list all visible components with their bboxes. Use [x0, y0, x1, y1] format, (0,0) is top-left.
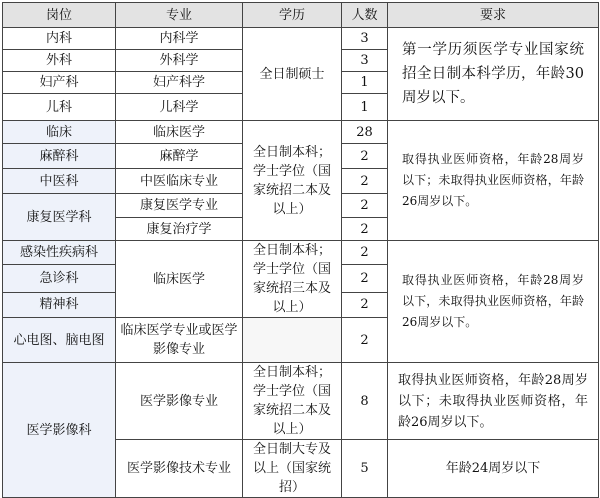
post-cell: 中医科 — [3, 169, 116, 194]
post-cell: 妇产科 — [3, 72, 116, 94]
major-cell: 医学影像专业 — [116, 363, 243, 440]
post-cell: 康复医学科 — [3, 194, 116, 241]
education-cell: 全日制本科；学士学位（国家统招二本及以上） — [243, 363, 342, 440]
requirement-cell: 取得执业医师资格，年龄28周岁以下；未取得执业医师资格，年龄26周岁以下。 — [388, 121, 599, 241]
requirement-cell: 第一学历须医学专业国家统招全日制本科学历，年龄30周岁以下。 — [388, 28, 599, 121]
table-row — [3, 121, 599, 144]
education-cell: 全日制本科；学士学位（国家统招三本及以上） — [243, 241, 342, 318]
header-education: 学历 — [243, 3, 342, 28]
education-cell: 全日制硕士 — [243, 28, 342, 121]
count-cell: 1 — [342, 94, 388, 121]
count-cell: 2 — [342, 194, 388, 218]
table-row — [3, 28, 599, 50]
education-cell: 全日制本科；学士学位（国家统招二本及以上） — [243, 121, 342, 241]
count-cell: 2 — [342, 292, 388, 317]
major-cell: 康复治疗学 — [116, 218, 243, 241]
major-cell: 医学影像技术专业 — [116, 440, 243, 498]
table-row — [3, 363, 599, 440]
requirement-cell: 取得执业医师资格，年龄28周岁以下，未取得执业医师资格，年龄26周岁以下。 — [388, 241, 599, 363]
major-cell: 康复医学专业 — [116, 194, 243, 218]
count-cell: 3 — [342, 50, 388, 72]
count-cell: 2 — [342, 144, 388, 169]
count-cell: 28 — [342, 121, 388, 144]
header-requirement: 要求 — [388, 3, 599, 28]
count-cell: 3 — [342, 28, 388, 50]
recruitment-table — [2, 2, 599, 498]
major-cell: 外科学 — [116, 50, 243, 72]
major-cell: 中医临床专业 — [116, 169, 243, 194]
major-cell: 麻醉学 — [116, 144, 243, 169]
requirement-cell: 年龄24周岁以下 — [388, 440, 599, 498]
header-count: 人数 — [342, 3, 388, 28]
post-cell: 儿科 — [3, 94, 116, 121]
post-cell: 精神科 — [3, 292, 116, 317]
count-cell: 2 — [342, 241, 388, 265]
post-cell: 急诊科 — [3, 265, 116, 292]
header-major: 专业 — [116, 3, 243, 28]
header-row — [3, 3, 599, 28]
major-cell: 临床医学专业或医学影像专业 — [116, 318, 243, 363]
count-cell: 2 — [342, 169, 388, 194]
major-cell: 妇产科学 — [116, 72, 243, 94]
post-cell: 外科 — [3, 50, 116, 72]
count-cell: 8 — [342, 363, 388, 440]
major-cell: 临床医学 — [116, 121, 243, 144]
count-cell: 5 — [342, 440, 388, 498]
post-cell: 麻醉科 — [3, 144, 116, 169]
table-row — [3, 241, 599, 265]
header-post: 岗位 — [3, 3, 116, 28]
count-cell: 2 — [342, 318, 388, 363]
requirement-cell: 取得执业医师资格，年龄28周岁以下；未取得执业医师资格，年龄26周岁以下。 — [388, 363, 599, 440]
post-cell: 临床 — [3, 121, 116, 144]
post-cell: 心电图、脑电图 — [3, 318, 116, 363]
education-cell: 全日制大专及以上（国家统招） — [243, 440, 342, 498]
education-cell-empty — [243, 318, 342, 363]
major-cell: 儿科学 — [116, 94, 243, 121]
post-cell: 医学影像科 — [3, 363, 116, 498]
count-cell: 2 — [342, 218, 388, 241]
count-cell: 1 — [342, 72, 388, 94]
count-cell: 2 — [342, 265, 388, 292]
post-cell: 内科 — [3, 28, 116, 50]
post-cell: 感染性疾病科 — [3, 241, 116, 265]
major-cell: 临床医学 — [116, 241, 243, 318]
major-cell: 内科学 — [116, 28, 243, 50]
